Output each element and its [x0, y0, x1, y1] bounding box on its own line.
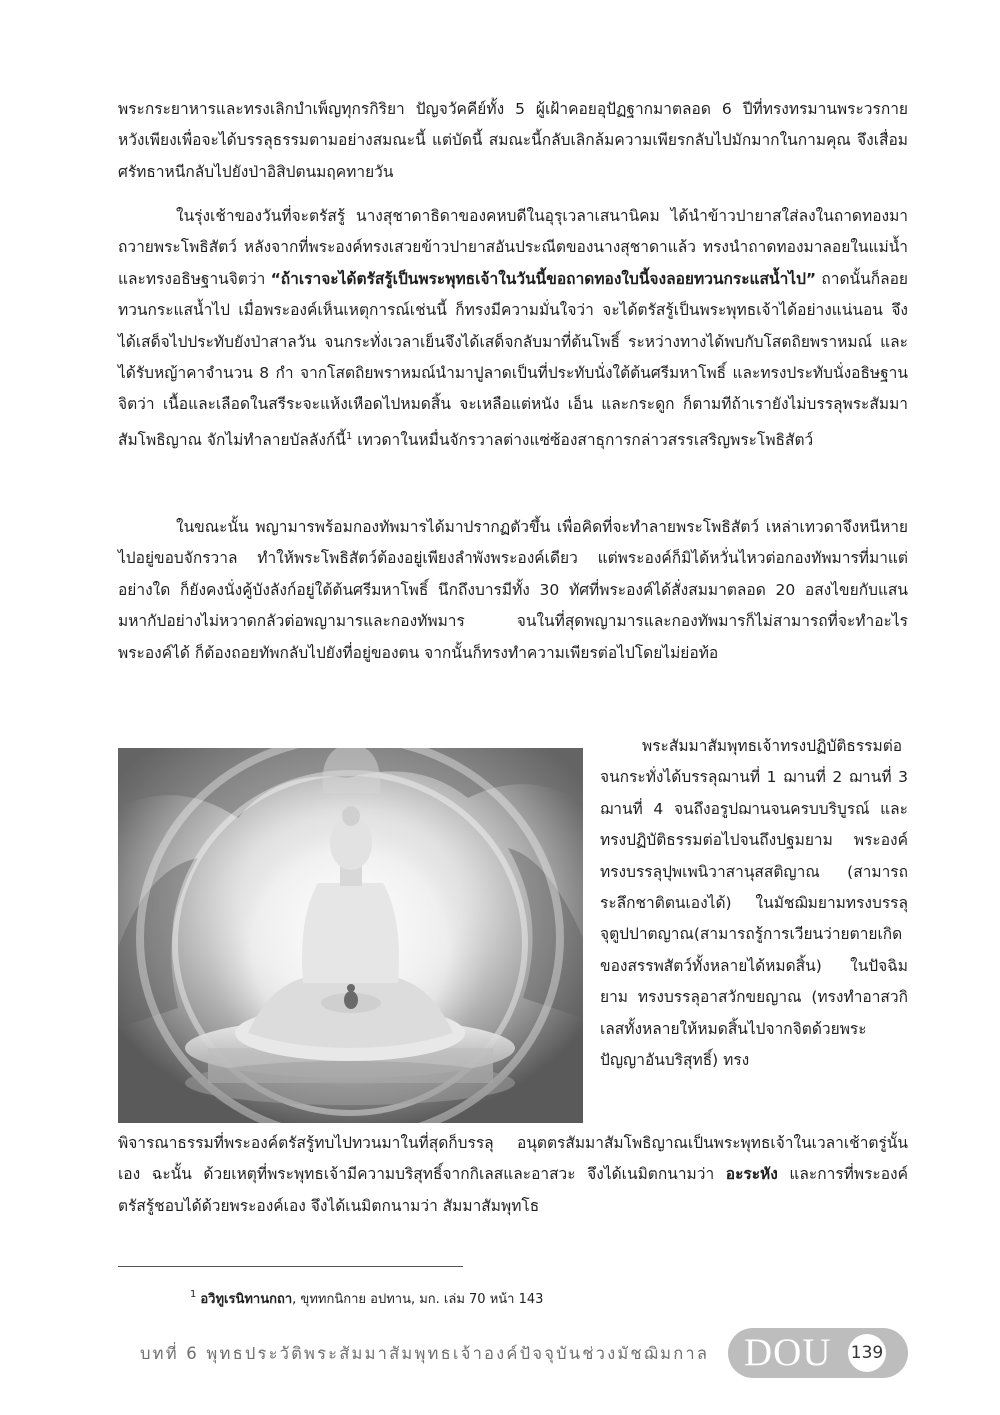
footnote	[190, 1282, 543, 1313]
paragraph-2-rest: ถาดนั้นก็ลอยทวนกระแสน้ำไป เมื่อพระองค์เห็นเหตุการณ์เช่นนี้ ก็ทรงมีความมั่นใจว่า จะได้ตรัสรู้เป็นพระพุทธเจ้าได้อย่างแน่นอน จึงได้เสด็จไปประทับยังป่าสาลวัน จนกระทั่งเวลาเย็นจึงได้เสด็จกลับมาที่ต้นโพธิ์ ระหว่างทางได้พบกับโสตถิยพราหมณ์ และได้รับหญ้าคาจำนวน 8 กำ จากโสตถิยพราหมณ์นำมาปูลาดเป็นที่ประทับนั่งใต้ต้นศรีมหาโพธิ์ และทรงประทับนั่งอธิษฐานจิตว่า เนื้อและเลือดในสรีระจะแห้งเหือดไปหมดสิ้น จะเหลือแต่หนัง เอ็น และกระดูก ก็ตามทีถ้าเรายังไม่บรรลุพระสัมมาสัมโพธิญาณ จักไม่ทำลายบัลลังก์นี้	[118, 269, 908, 449]
paragraph-2-quote: “ถ้าเราจะได้ตรัสรู้เป็นพระพุทธเจ้าในวันนี้ขอถาดทองใบนี้จงลอยทวนกระแสน้ำไป”	[270, 269, 817, 288]
paragraph-5-end: และการที่พระองค์ตรัสรู้ชอบได้ด้วยพระองค์เอง จึงได้เนมิตกนามว่า สัมมาสัมพุทโธ	[118, 1165, 908, 1215]
buddha-meditation-illustration	[118, 748, 583, 1123]
chapter-footer: บทที่ 6 พุทธประวัติพระสัมมาสัมพุทธเจ้าองค์ปัจจุบันช่วงมัชฌิมกาล	[140, 1344, 710, 1363]
paragraph-2	[118, 201, 908, 456]
paragraph-5	[118, 1128, 908, 1222]
dou-logo: DOU	[744, 1331, 832, 1374]
buddha-meditation-image	[118, 748, 583, 1123]
paragraph-4-text: พระสัมมาสัมพุทธเจ้าทรงปฏิบัติธรรมต่อ จนกระทั่งได้บรรลุฌานที่ 1 ฌานที่ 2 ฌานที่ 3 ฌานที่ 4 จนถึงอรูปฌานจนครบบริบูรณ์ และทรงปฏิบัติธรรมต่อไปจนถึงปฐมยาม พระองค์ทรงบรรลุปุพเพนิวาสานุสสติญาณ (สามารถระลึกชาติตนเองได้) ในมัชฌิมยามทรงบรรลุจุตูปปาตญาณ(สามารถรู้การเวียนว่ายตายเกิดของสรรพสัตว์ทั้งหลายได้หมดสิ้น) ในปัจฉิมยาม ทรงบรรลุอาสวักขยญาณ (ทรงทำอาสวกิเลสทั้งหลายให้หมดสิ้นไปจากจิตด้วยพระปัญญาอันบริสุทธิ์) ทรง	[600, 737, 908, 1070]
paragraph-1	[118, 94, 908, 188]
footnote-reference[interactable]: 1	[345, 430, 353, 442]
paragraph-3	[118, 512, 908, 669]
paragraph-5-text: พิจารณาธรรมที่พระองค์ตรัสรู้ทบไปทวนมาในที่สุดก็บรรลุ อนุตตรสัมมาสัมโพธิญาณเป็นพระพุทธเจ้าในเวลาเช้าตรู่นั้นเอง ฉะนั้น ด้วยเหตุที่พระพุทธเจ้ามีความบริสุทธิ์จากกิเลสและอาสวะ จึงได้เนมิตกนามว่า	[118, 1134, 908, 1184]
footnote-divider	[118, 1266, 463, 1267]
paragraph-3-text: ในขณะนั้น พญามารพร้อมกองทัพมารได้มาปรากฏตัวขึ้น เพื่อคิดที่จะทำลายพระโพธิสัตว์ เหล่าเทวดาจึงหนีหายไปอยู่ขอบจักรวาล ทำให้พระโพธิสัตว์ต้องอยู่เพียงลำพังพระองค์เดียว แต่พระองค์ก็มิได้หวั่นไหวต่อกองทัพมารที่มาแต่อย่างใด ก็ยังคงนั่งคู้บังลังก์อยู่ใต้ต้นศรีมหาโพธิ์ นึกถึงบารมีทั้ง 30 ทัศที่พระองค์ได้สั่งสมมาตลอด 20 อสงไขยกับแสนมหากัปอย่างไม่หวาดกลัวต่อพญามารและกองทัพมาร จนในที่สุดพญามารและกองทัพมารก็ไม่สามารถที่จะทำอะไรพระองค์ได้ ก็ต้องถอยทัพกลับไปยังที่อยู่ของตน จากนั้นก็ทรงทำความเพียรต่อไปโดยไม่ย่อท้อ	[118, 518, 908, 662]
page-number: 139	[848, 1334, 886, 1372]
page-badge	[728, 1328, 908, 1378]
paragraph-2-end: เทวดาในหมื่นจักรวาลต่างแซ่ซ้องสาธุการกล่าวสรรเสริญพระโพธิสัตว์	[352, 431, 814, 449]
footnote-title: อวิทูเรนิทานกถา	[200, 1292, 293, 1307]
footnote-citation: , ขุททกนิกาย อปทาน, มก. เล่ม 70 หน้า 143	[292, 1292, 544, 1307]
epithet-araham: อะระหัง	[725, 1165, 778, 1184]
paragraph-2-intro: ในรุ่งเช้าของวันที่จะตรัสรู้ นางสุชาดาธิดาของคหบดีในอุรุเวลาเสนานิคม ได้นำข้าวปายาสใส่ลงในถาดทองมาถวายพระโพธิสัตว์ หลังจากที่พระองค์ทรงเสวยข้าวปายาสอันประณีตของนางสุชาดาแล้ว ทรงนำถาดทองมาลอยในแม่น้ำและทรงอธิษฐานจิตว่า	[118, 207, 908, 288]
footnote-number: 1	[190, 1289, 197, 1300]
paragraph-1-text: พระกระยาหารและทรงเลิกบำเพ็ญทุกรกิริยา ปัญจวัคคีย์ทั้ง 5 ผู้เฝ้าคอยอุปัฏฐากมาตลอด 6 ปีที่ทรงทรมานพระวรกาย หวังเพียงเพื่อจะได้บรรลุธรรมตามอย่างสมณะนี้ แต่บัดนี้ สมณะนี้กลับเลิกล้มความเพียรกลับไปมักมากในกามคุณ จึงเสื่อมศรัทธาหนีกลับไปยังป่าอิสิปตนมฤคทายวัน	[118, 100, 908, 181]
paragraph-4	[600, 731, 908, 1076]
